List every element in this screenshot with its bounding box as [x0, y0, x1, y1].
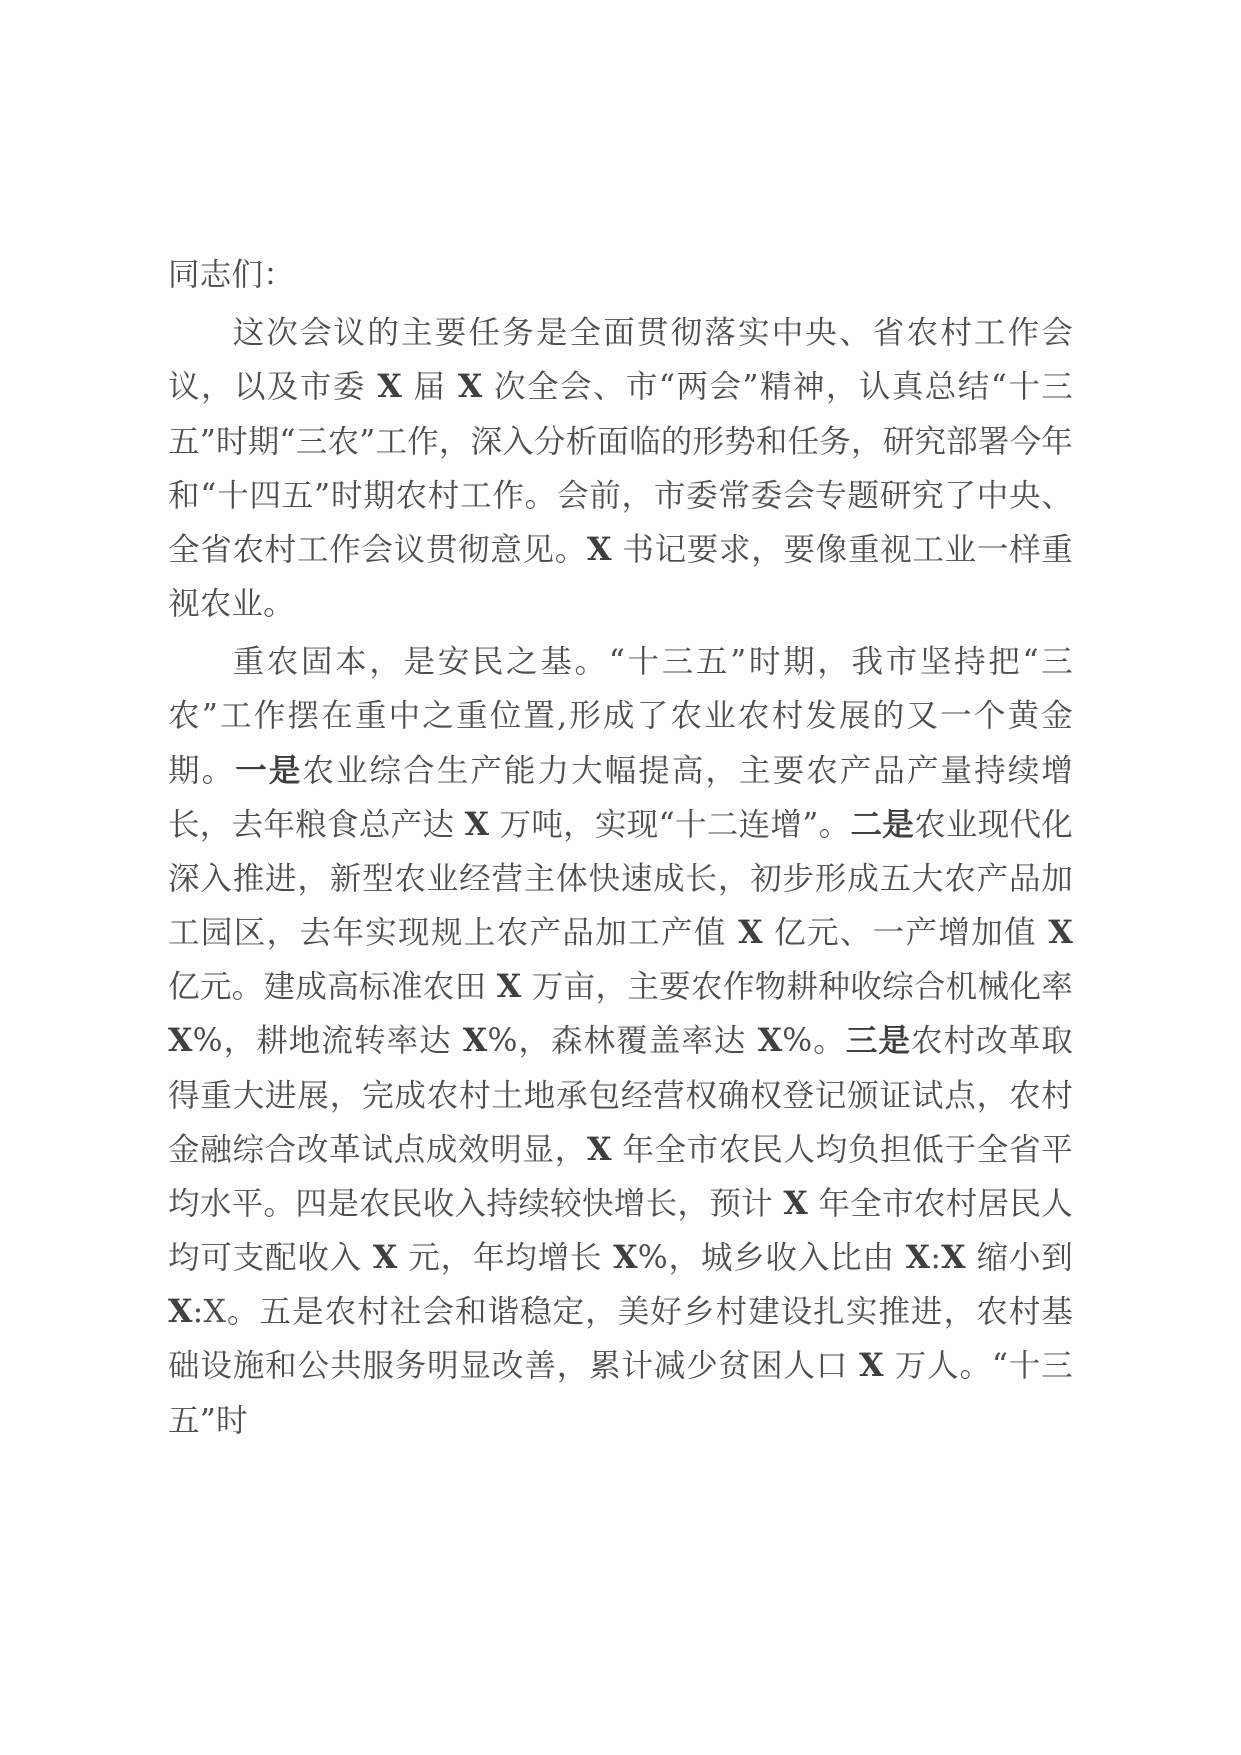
document-body: [168, 248, 1073, 1448]
paragraph-salutation: 同志们：: [168, 257, 295, 293]
paragraph-1: 这次会议的主要任务是全面贯彻落实中央、省农村工作会议，以及市委 X 届 X 次全会、市“两会”精神，认真总结“十三五”时期“三农”工作，深入分析面临的形势和任务，研究部署今年和“十四五”时期农村工作。会前，市委常委会专题研究了中央、全省农村工作会议贯彻意见。X 书记要求，要像重视工业一样重视农业。: [168, 315, 1074, 623]
paragraph-2: 重农固本，是安民之基。“十三五”时期，我市坚持把“三农”工作摆在重中之重位置,形成了农业农村发展的又一个黄金期。一是农业综合生产能力大幅提高，主要农产品产量持续增长，去年粮食总产达 X 万吨，实现“十二连增”。二是农业现代化深入推进，新型农业经营主体快速成长，初步形成五大农产品加工园区，去年实现规上农产品加工产值 X 亿元、一产增加值 X 亿元。建成高标准农田 X 万亩，主要农作物耕种收综合机械化率 X%，耕地流转率达 X%，森林覆盖率达 X%。三是农村改革取得重大进展，完成农村土地承包经营权确权登记颁证试点，农村金融综合改革试点成效明显，X 年全市农民人均负担低于全省平均水平。四是农民收入持续较快增长，预计 X 年全市农村居民人均可支配收入 X 元，年均增长 X%，城乡收入比由 X:X 缩小到 X:X。五是农村社会和谐稳定，美好乡村建设扎实推进，农村基础设施和公共服务明显改善，累计减少贫困人口 X 万人。“十三五”时: [168, 644, 1074, 1439]
